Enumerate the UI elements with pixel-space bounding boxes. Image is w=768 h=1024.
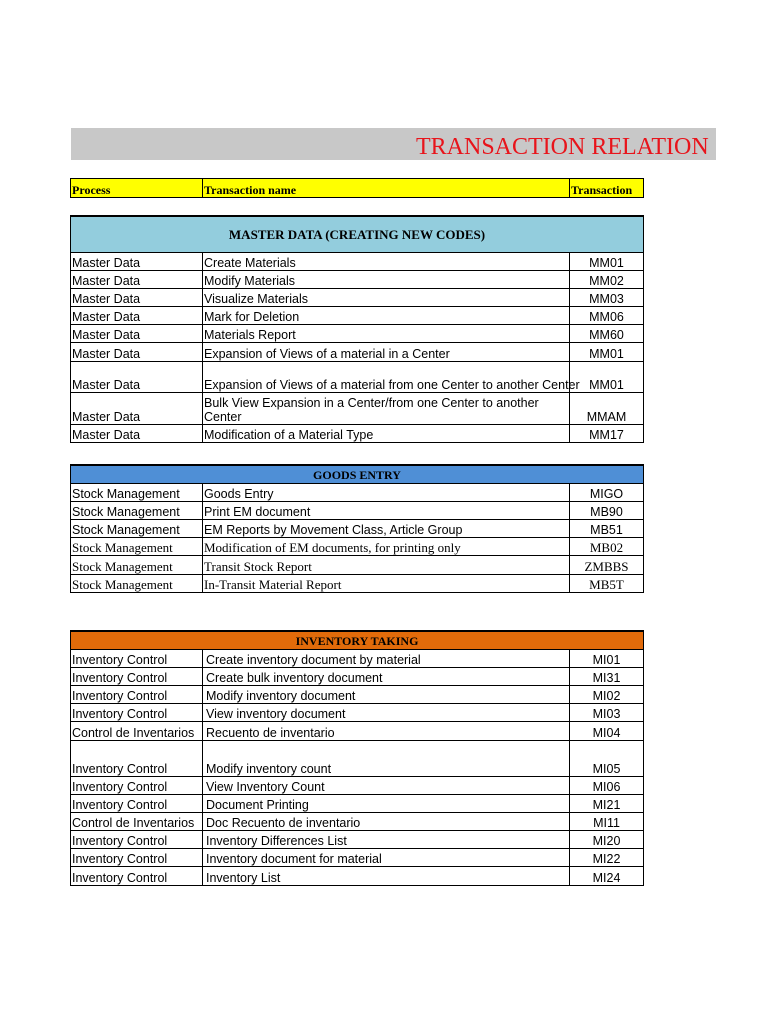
transaction-code-cell: MI04 (570, 722, 644, 741)
transaction-name-cell: Mark for Deletion (203, 307, 570, 325)
process-cell: Master Data (71, 425, 203, 443)
goods-entry-table (70, 464, 644, 593)
table-row (71, 393, 644, 425)
header-transaction-name: Transaction name (203, 179, 570, 198)
table-row (71, 741, 644, 777)
transaction-name-cell (203, 777, 570, 795)
transaction-code-cell: MI24 (570, 867, 644, 886)
transaction-name-cell: Expansion of Views of a material from one Center to another Center (203, 362, 570, 393)
transaction-name-cell: Visualize Materials (203, 289, 570, 307)
table-row (71, 704, 644, 722)
transaction-name-cell (203, 704, 570, 722)
transaction-name-cell (203, 722, 570, 741)
transaction-name-cell (203, 795, 570, 813)
transaction-name-cell: Create Materials (203, 253, 570, 271)
process-cell: Master Data (71, 307, 203, 325)
process-cell: Master Data (71, 362, 203, 393)
transaction-name-text: Inventory List (206, 871, 281, 885)
goods-entry-rows (71, 484, 644, 593)
table-row (71, 307, 644, 325)
transaction-name-cell: Transit Stock Report (203, 556, 570, 575)
page-title: TRANSACTION RELATION (416, 134, 709, 160)
process-cell: Inventory Control (71, 831, 203, 849)
process-cell: Inventory Control (71, 650, 203, 668)
transaction-name-cell: Expansion of Views of a material in a Center (203, 343, 570, 362)
transaction-name-cell (203, 867, 570, 886)
section-header-inventory-taking (71, 631, 644, 650)
table-row (71, 668, 644, 686)
table-row (71, 362, 644, 393)
transaction-name-cell: Print EM document (203, 502, 570, 520)
transaction-code-cell: MM01 (570, 253, 644, 271)
transaction-name-text: Create inventory document by material (206, 653, 421, 667)
transaction-name-text: Create bulk inventory document (206, 671, 383, 685)
table-row (71, 502, 644, 520)
process-cell: Inventory Control (71, 686, 203, 704)
process-cell: Inventory Control (71, 741, 203, 777)
process-cell: Inventory Control (71, 867, 203, 886)
transaction-code-cell: MM03 (570, 289, 644, 307)
table-row (71, 849, 644, 867)
process-cell: Stock Management (71, 575, 203, 593)
process-cell: Master Data (71, 271, 203, 289)
transaction-code-cell: MI20 (570, 831, 644, 849)
transaction-code-cell: MM60 (570, 325, 644, 343)
transaction-name-cell (203, 741, 570, 777)
section-title: GOODS ENTRY (71, 465, 644, 484)
transaction-code-cell: MM06 (570, 307, 644, 325)
process-cell: Master Data (71, 289, 203, 307)
process-cell: Master Data (71, 325, 203, 343)
transaction-name-cell (203, 813, 570, 831)
transaction-code-cell: MI31 (570, 668, 644, 686)
transaction-name-cell (203, 668, 570, 686)
process-cell: Inventory Control (71, 668, 203, 686)
transaction-name-cell: Goods Entry (203, 484, 570, 502)
transaction-code-cell: MB90 (570, 502, 644, 520)
transaction-name-cell (203, 831, 570, 849)
table-row (71, 686, 644, 704)
transaction-code-cell: MM17 (570, 425, 644, 443)
table-row (71, 831, 644, 849)
process-cell: Inventory Control (71, 704, 203, 722)
process-cell: Master Data (71, 393, 203, 425)
process-cell: Stock Management (71, 520, 203, 538)
transaction-name-text: Modify inventory count (206, 762, 332, 776)
transaction-code-cell: MM01 (570, 343, 644, 362)
transaction-code-cell: MM01 (570, 362, 644, 393)
table-row (71, 777, 644, 795)
table-row (71, 325, 644, 343)
process-cell: Stock Management (71, 502, 203, 520)
transaction-name-text: View inventory document (206, 707, 346, 721)
transaction-name-cell: Modification of EM documents, for printing only (203, 538, 570, 556)
transaction-name-text: Document Printing (206, 798, 309, 812)
transaction-name-text: Modify inventory document (206, 689, 356, 703)
transaction-name-text: View Inventory Count (206, 780, 325, 794)
transaction-code-cell: ZMBBS (570, 556, 644, 575)
transaction-code-cell: MIGO (570, 484, 644, 502)
transaction-name-cell: Materials Report (203, 325, 570, 343)
section-title: MASTER DATA (CREATING NEW CODES) (71, 216, 644, 253)
transaction-code-cell: MB5T (570, 575, 644, 593)
header-row (71, 179, 644, 198)
transaction-code-cell: MI11 (570, 813, 644, 831)
process-cell: Stock Management (71, 556, 203, 575)
transaction-code-cell: MI05 (570, 741, 644, 777)
transaction-code-cell: MI06 (570, 777, 644, 795)
transaction-code-cell: MM02 (570, 271, 644, 289)
transaction-name-text: Inventory document for material (206, 852, 382, 866)
header-transaction: Transaction (570, 179, 644, 198)
transaction-name-cell: Bulk View Expansion in a Center/from one Center to another Center (203, 393, 570, 425)
process-cell: Inventory Control (71, 795, 203, 813)
transaction-name-cell: In-Transit Material Report (203, 575, 570, 593)
table-row (71, 575, 644, 593)
transaction-name-cell: Modify Materials (203, 271, 570, 289)
transaction-name-cell (203, 650, 570, 668)
process-cell: Master Data (71, 253, 203, 271)
table-row (71, 867, 644, 886)
table-row (71, 795, 644, 813)
inventory-taking-table (70, 630, 644, 886)
transaction-name-cell: EM Reports by Movement Class, Article Group (203, 520, 570, 538)
section-header-goods-entry (71, 465, 644, 484)
master-data-table (70, 215, 644, 443)
transaction-code-cell: MI21 (570, 795, 644, 813)
process-cell: Inventory Control (71, 849, 203, 867)
table-row (71, 813, 644, 831)
transaction-name-cell: Modification of a Material Type (203, 425, 570, 443)
table-row (71, 520, 644, 538)
section-title: INVENTORY TAKING (71, 631, 644, 650)
table-row (71, 650, 644, 668)
process-cell: Master Data (71, 343, 203, 362)
table-row (71, 271, 644, 289)
transaction-code-cell: MMAM (570, 393, 644, 425)
transaction-code-cell: MB51 (570, 520, 644, 538)
transaction-code-cell: MB02 (570, 538, 644, 556)
table-row (71, 484, 644, 502)
transaction-code-cell: MI01 (570, 650, 644, 668)
transaction-name-text: Recuento de inventario (206, 726, 335, 740)
process-cell: Control de Inventarios (71, 813, 203, 831)
table-row (71, 253, 644, 271)
transaction-name-text: Inventory Differences List (206, 834, 347, 848)
process-cell: Control de Inventarios (71, 722, 203, 741)
table-row (71, 343, 644, 362)
table-row (71, 289, 644, 307)
inventory-rows (71, 650, 644, 886)
transaction-name-text: Doc Recuento de inventario (206, 816, 361, 830)
transaction-name-cell (203, 686, 570, 704)
process-cell: Stock Management (71, 484, 203, 502)
header-process: Process (71, 179, 203, 198)
master-data-rows (71, 253, 644, 443)
transaction-code-cell: MI22 (570, 849, 644, 867)
section-header-master-data (71, 216, 644, 253)
header-table (70, 178, 644, 198)
transaction-code-cell: MI02 (570, 686, 644, 704)
table-row (71, 722, 644, 741)
table-row (71, 425, 644, 443)
transaction-name-cell (203, 849, 570, 867)
process-cell: Inventory Control (71, 777, 203, 795)
table-row (71, 538, 644, 556)
transaction-code-cell: MI03 (570, 704, 644, 722)
process-cell: Stock Management (71, 538, 203, 556)
table-row (71, 556, 644, 575)
